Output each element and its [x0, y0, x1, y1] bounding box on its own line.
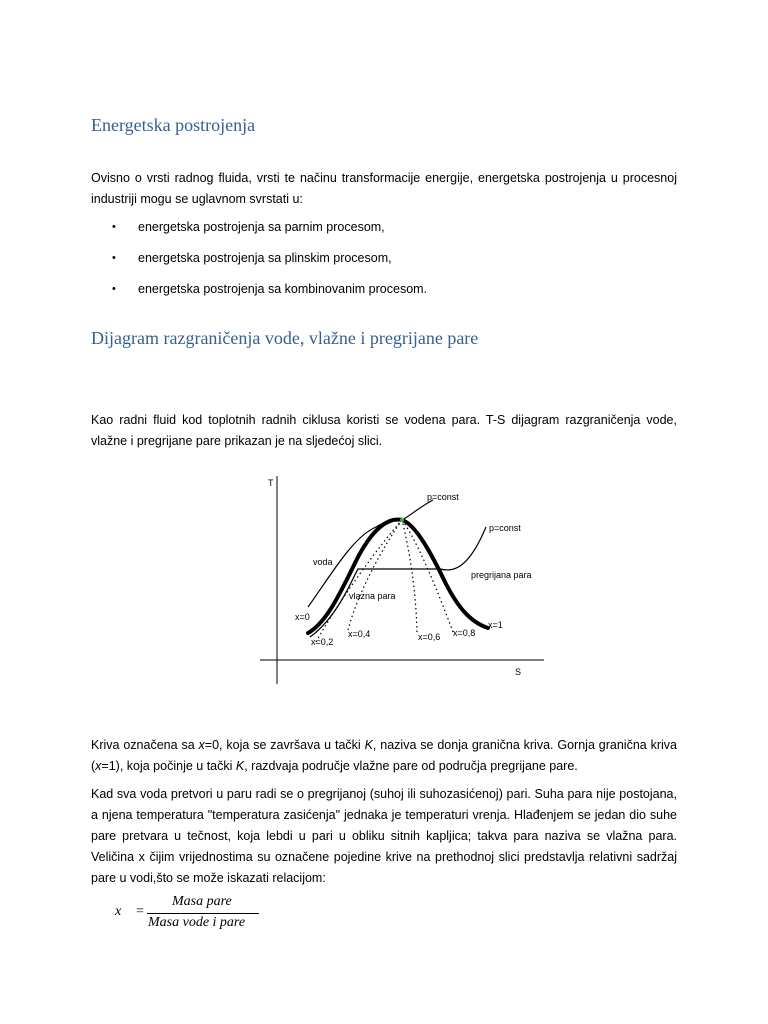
text-run: Kriva označena sa	[91, 738, 199, 752]
list-item-text: energetska postrojenja sa plinskim procesom,	[138, 251, 392, 265]
label-x0: x=0	[295, 612, 310, 622]
list-item	[112, 279, 427, 310]
formula-denominator: Masa vode i pare	[148, 915, 246, 930]
axis-label-s: S	[515, 667, 522, 677]
x04-line	[348, 520, 402, 630]
bullet-icon: •	[112, 221, 116, 233]
label-x04: x=0,4	[348, 629, 371, 639]
text-run: =1), koja počinje u tački	[101, 759, 236, 773]
intro-paragraph: Ovisno o vrsti radnog fluida, vrsti te načinu transformacije energije, energetska postrojenja u procesnoj industriji mogu se uglavnom svrstati u:	[91, 171, 677, 206]
axis-label-t: T	[268, 478, 274, 488]
diagram-intro-paragraph: Kao radni fluid kod toplotnih radnih ciklusa koristi se vodena para. T-S dijagram razgraničenja vode, vlažne i pregrijane pare prikazan je na sljedećoj slici.	[91, 413, 677, 448]
text-run: , naziva se donja granična kriva. Gornja granična kriva (	[91, 738, 677, 773]
list-item	[112, 248, 427, 279]
list-item-text: energetska postrojenja sa kombinovanim procesom.	[138, 282, 428, 296]
fraction-bar	[147, 913, 259, 914]
ts-diagram-svg	[258, 472, 548, 690]
formula-numerator: Masa pare	[172, 894, 232, 909]
saturation-curve	[308, 520, 488, 633]
x08-line	[402, 520, 453, 632]
isobar-lower	[310, 527, 486, 637]
label-x06: x=0,6	[418, 632, 441, 642]
bullet-icon: •	[112, 252, 116, 264]
label-voda: voda	[313, 557, 333, 567]
variable-k: K	[364, 738, 373, 752]
list-item	[112, 217, 427, 248]
formula-equals: =	[136, 904, 144, 919]
variable-k: K	[235, 759, 245, 773]
formula-variable: x	[115, 904, 122, 919]
list-item-text: energetska postrojenja sa parnim procesom,	[138, 220, 385, 234]
text-run: , razdvaja područje vlažne pare od područja pregrijane pare.	[244, 759, 578, 773]
label-x08: x=0,8	[453, 628, 476, 638]
label-vlazna-para: vlazna para	[349, 591, 396, 601]
label-p-const-lower: p=const	[489, 523, 521, 533]
variable-x: x	[95, 759, 102, 773]
x06-line	[402, 520, 417, 632]
text-run: =0, koja se završava u tački	[204, 738, 365, 752]
variable-x: x	[198, 738, 205, 752]
steam-paragraph: Kad sva voda pretvori u paru radi se o pregrijanoj (suhoj ili suhozasićenoj) pari. Suha para nije postojana, a njena temperatura "temperatura zasićenja" jednaka je temperaturi vrenja. Hlađenjem se jedan dio suhe pare pretvara u tečnost, koja lebdi u pari u obliku sitnih kapljica; takva para naziva se vlažna para. Veličina x čijim vrijednostima su označene pojedine krive na prethodnoj slici predstavlja relativni sadržaj pare u vodi,što se može iskazati relacijom:	[91, 787, 677, 885]
label-x02: x=0,2	[311, 637, 334, 647]
steam-quality-formula	[110, 892, 280, 936]
label-x1: x=1	[488, 620, 503, 630]
heading-energetska-postrojenja: Energetska postrojenja	[91, 115, 256, 135]
bullet-icon: •	[112, 283, 116, 295]
bullet-list	[112, 217, 427, 310]
ts-diagram	[258, 472, 548, 690]
critical-point-marker	[400, 518, 404, 522]
label-pregrijana-para: pregrijana para	[471, 570, 532, 580]
boundary-curve-paragraph	[91, 735, 677, 777]
heading-dijagram: Dijagram razgraničenja vode, vlažne i pregrijane pare	[91, 328, 479, 348]
label-p-const-upper: p=const	[427, 492, 459, 502]
